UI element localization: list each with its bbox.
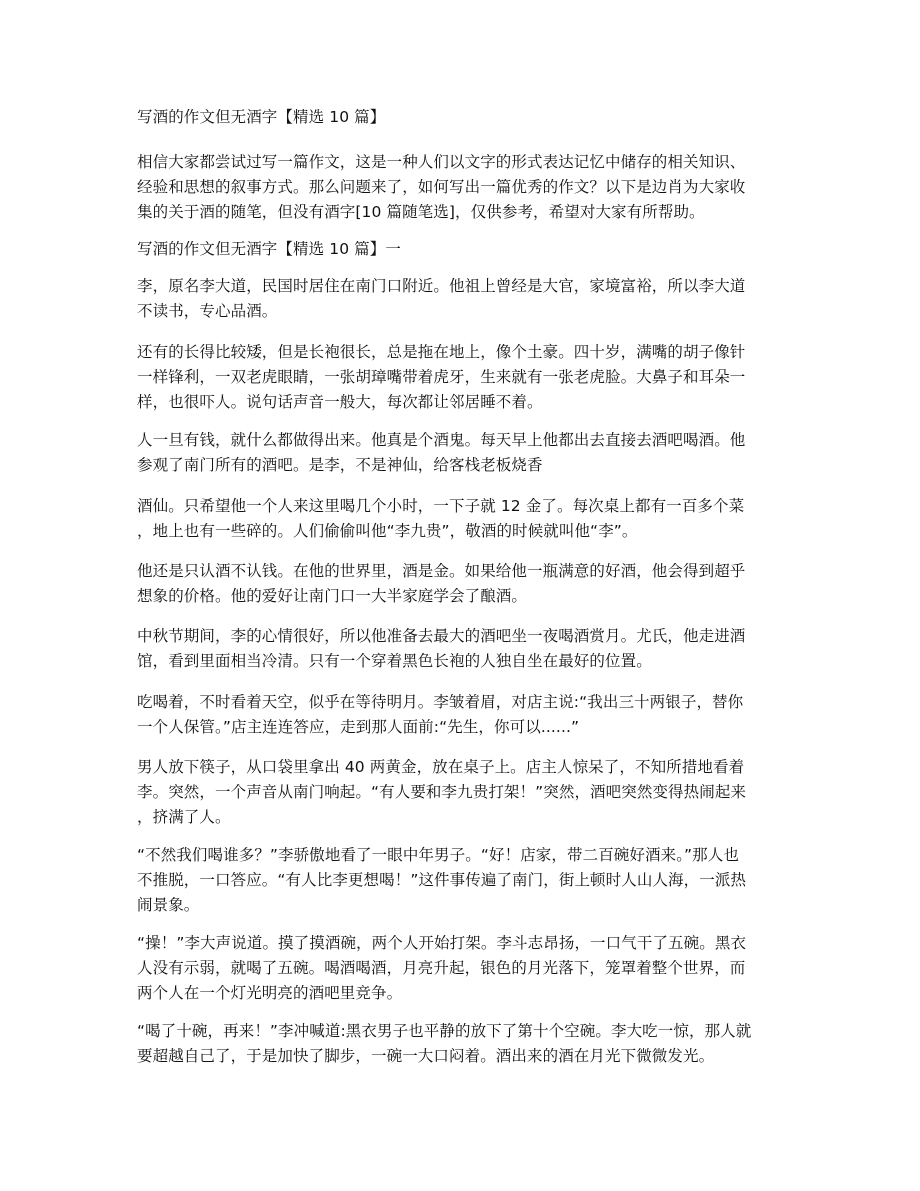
section-heading: 写酒的作文但无酒字【精选 10 篇】一 [137,240,401,258]
body-paragraph: 吃喝着，不时看着天空，似乎在等待明月。李皱着眉，对店主说:“我出三十两银子，替你 一个人保管。”店主连连答应，走到那人面前:“先生，你可以......” [137,693,744,736]
document-title: 写酒的作文但无酒字【精选 10 篇】 [137,108,386,126]
body-paragraph: 还有的长得比较矮，但是长袍很长，总是拖在地上，像个土豪。四十岁，满嘴的胡子像针 一样锋利，一双老虎眼睛，一张胡璋嘴带着虎牙，生来就有一张老虎脸。大鼻子和耳朵一 样，也很吓人。说句话声音一般大，每次都让邻居睡不着。 [137,343,746,411]
body-paragraph: 李，原名李大道，民国时居住在南门口附近。他祖上曾经是大官，家境富裕，所以李大道 不读书，专心品酒。 [137,277,746,320]
body-paragraph: “操！”李大声说道。摸了摸酒碗，两个人开始打架。李斗志昂扬，一口气干了五碗。黑衣 人没有示弱，就喝了五碗。喝酒喝酒，月亮升起，银色的月光落下，笼罩着整个世界，而 两个人在一个灯光明亮的酒吧里竞争。 [137,934,747,1002]
body-paragraph: “不然我们喝谁多？”李骄傲地看了一眼中年男子。“好！店家，带二百碗好酒来。”那人也 不推脱，一口答应。“有人比李更想喝！”这件事传遍了南门，街上顿时人山人海，一派热 闹景象。 [137,846,747,914]
body-paragraph: 酒仙。只希望他一个人来这里喝几个小时，一下子就 12 金了。每次桌上都有一百多个菜 ，地上也有一些碎的。人们偷偷叫他“李九贵”，敬酒的时候就叫他“李”。 [137,497,745,540]
intro-paragraph: 相信大家都尝试过写一篇作文，这是一种人们以文字的形式表达记忆中储存的相关知识、 经验和思想的叙事方式。那么问题来了，如何写出一篇优秀的作文？以下是边肖为大家收 集的关于酒的随笔，但没有酒字[10 篇随笔选]，仅供参考，希望对大家有所帮助。 [137,153,746,221]
body-paragraph: 他还是只认酒不认钱。在他的世界里，酒是金。如果给他一瓶满意的好酒，他会得到超乎 想象的价格。他的爱好让南门口一大半家庭学会了酿酒。 [137,562,746,605]
body-paragraph: 男人放下筷子，从口袋里拿出 40 两黄金，放在桌子上。店主人惊呆了，不知所措地看着 李。突然，一个声音从南门响起。“有人要和李九贵打架！”突然，酒吧突然变得热闹起来 ，挤满了人。 [137,758,747,826]
body-paragraph: “喝了十碗，再来！”李冲喊道:黑衣男子也平静的放下了第十个空碗。李大吃一惊，那人就 要超越自己了，于是加快了脚步，一碗一大口闷着。酒出来的酒在月光下微微发光。 [137,1022,752,1065]
body-paragraph: 中秋节期间，李的心情很好，所以他准备去最大的酒吧坐一夜喝酒赏月。尤氏，他走进酒 馆，看到里面相当冷清。只有一个穿着黑色长袍的人独自坐在最好的位置。 [137,627,746,670]
body-paragraph: 人一旦有钱，就什么都做得出来。他真是个酒鬼。每天早上他都出去直接去酒吧喝酒。他 参观了南门所有的酒吧。是李，不是神仙，给客栈老板烧香 [137,431,746,474]
